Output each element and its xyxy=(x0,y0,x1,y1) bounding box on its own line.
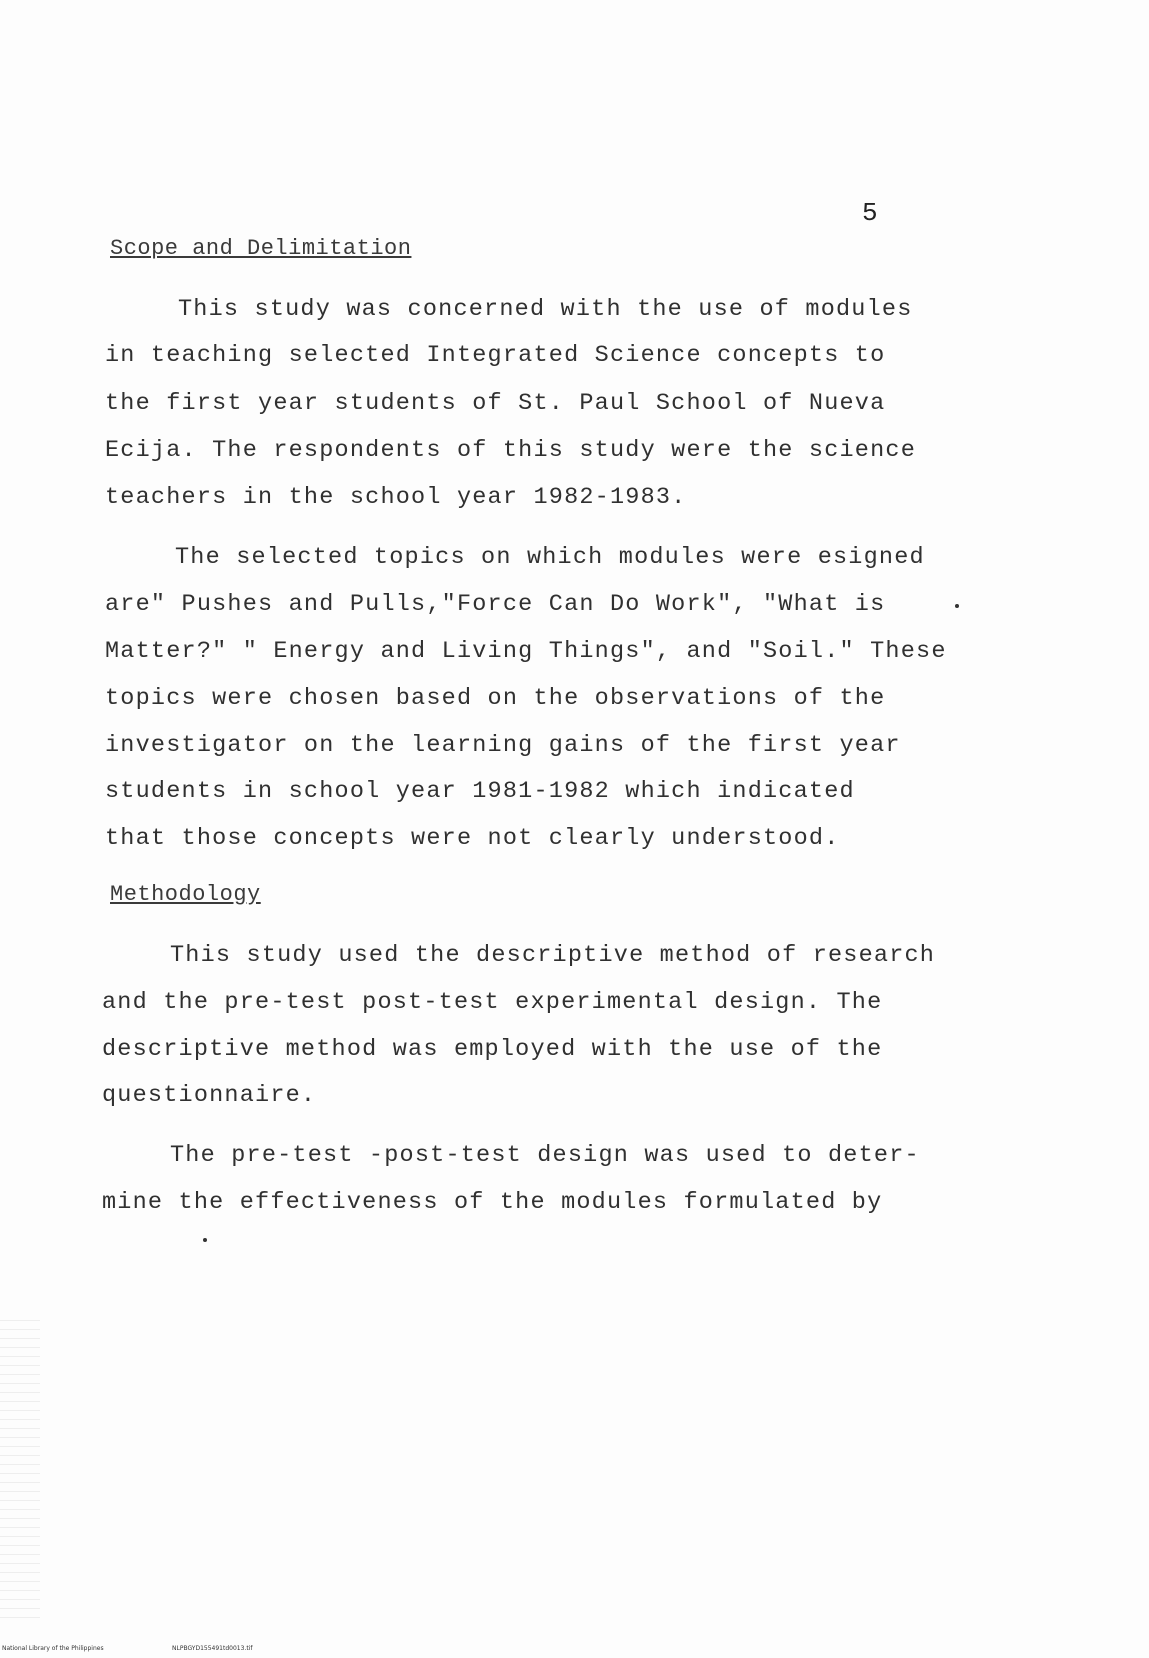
text-line: Ecija. The respondents of this study were the science xyxy=(105,437,917,464)
text-line: and the pre-test post-test experimental design. The xyxy=(102,989,883,1016)
page-number: 5 xyxy=(862,198,878,228)
text-line: Matter?" " Energy and Living Things", and "Soil." These xyxy=(105,638,947,665)
footer-library: National Library of the Philippines xyxy=(2,1645,104,1652)
text-line: This study was concerned with the use of modules xyxy=(178,296,913,323)
text-line: This study used the descriptive method of research xyxy=(170,942,936,969)
text-line: in teaching selected Integrated Science concepts to xyxy=(105,342,886,369)
text-line: descriptive method was employed with the use of the xyxy=(102,1036,883,1063)
text-line: mine the effectiveness of the modules formulated by xyxy=(102,1189,883,1216)
scan-speck xyxy=(955,604,959,608)
text-line: the first year students of St. Paul School of Nueva xyxy=(105,390,886,417)
text-line: investigator on the learning gains of the first year xyxy=(105,732,901,759)
text-line: The pre-test -post-test design was used to deter- xyxy=(170,1142,920,1169)
footer-file-id: NLPBGYD155491td0013.tif xyxy=(172,1645,253,1652)
scan-speck xyxy=(203,1238,207,1242)
text-line: students in school year 1981-1982 which indicated xyxy=(105,778,855,805)
text-line: The selected topics on which modules were esigned xyxy=(175,544,925,571)
scan-edge-artifact xyxy=(0,1320,40,1620)
text-line: that those concepts were not clearly understood. xyxy=(105,825,840,852)
section-heading-scope: Scope and Delimitation xyxy=(110,236,412,261)
section-heading-methodology: Methodology xyxy=(110,882,261,907)
text-line: questionnaire. xyxy=(102,1082,317,1109)
text-line: teachers in the school year 1982-1983. xyxy=(105,484,687,511)
text-line: are" Pushes and Pulls,"Force Can Do Work", "What is xyxy=(105,591,886,618)
text-line: topics were chosen based on the observations of the xyxy=(105,685,886,712)
